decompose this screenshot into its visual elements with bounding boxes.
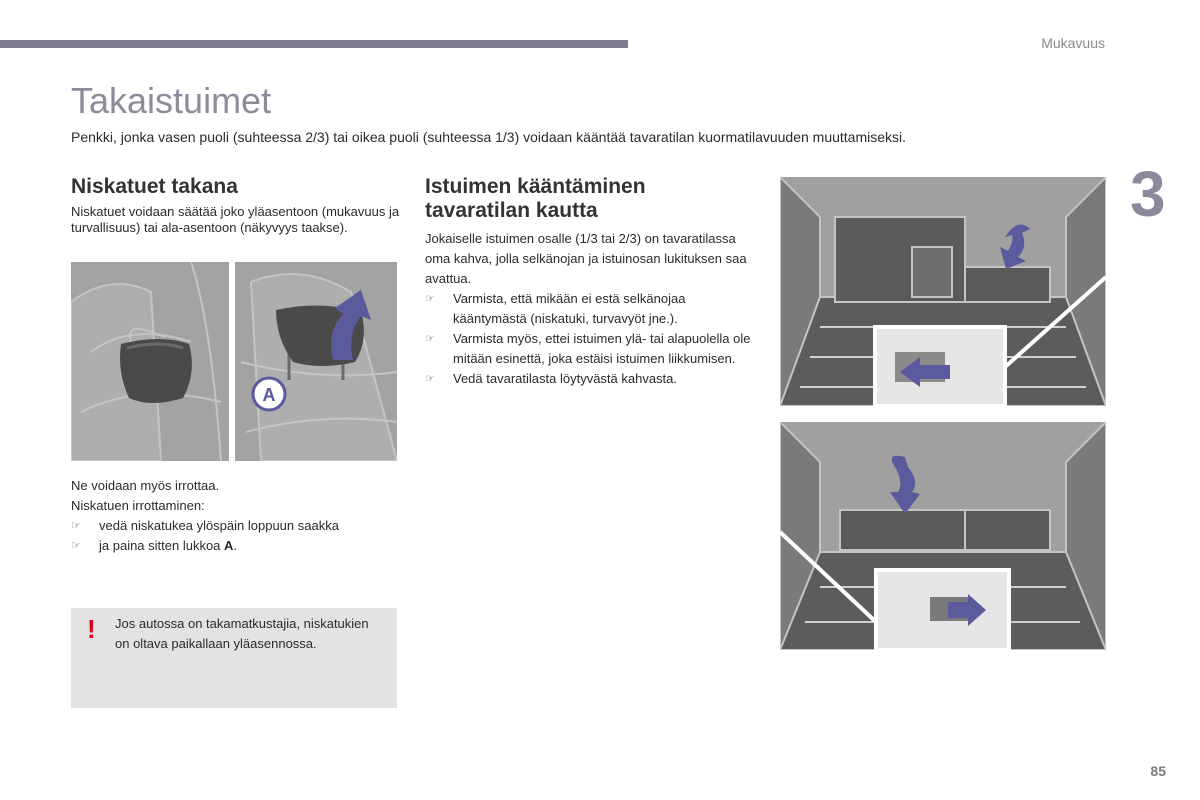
- removal-bullet-text: vedä niskatukea ylöspäin loppuun saakka: [99, 518, 339, 533]
- intro-text: Penkki, jonka vasen puoli (suhteessa 2/3) tai oikea puoli (suhteessa 1/3) voidaan kääntää tavaratilan kuormatilavuuden muuttamiseksi.: [71, 129, 907, 145]
- headrest-svg: [71, 262, 397, 461]
- hand-pointer-icon: ☞: [425, 333, 435, 345]
- warning-box: [71, 608, 397, 708]
- seat-folding-heading: [425, 175, 760, 223]
- seat-folding-bullet-text: Vedä tavaratilasta löytyvästä kahvasta.: [453, 371, 678, 386]
- seat-folding-section: [425, 175, 760, 389]
- warning-icon: !: [87, 614, 96, 644]
- page-title: Takaistuimet: [71, 80, 272, 121]
- headrests-heading: Niskatuet takana: [71, 175, 238, 198]
- heading-line-1: Istuimen kääntäminen: [425, 175, 646, 198]
- removal-bullet-text: [99, 536, 237, 556]
- heading-line-2: tavaratilan kautta: [425, 199, 598, 222]
- trunk-upright-svg: [780, 177, 1106, 406]
- headrests-paragraph: Niskatuet voidaan säätää joko yläasentoon (mukavuus ja turvallisuus) tai ala-asentoon (näkyvyys taakse).: [71, 204, 400, 235]
- page-number: 85: [1150, 763, 1166, 779]
- hand-pointer-icon: ☞: [425, 293, 435, 305]
- headrest-lock-label: A: [262, 385, 276, 405]
- removal-line-2: Niskatuen irrottaminen:: [71, 498, 205, 513]
- section-name: Mukavuus: [1041, 35, 1105, 51]
- top-accent-bar: [0, 40, 628, 48]
- headrest-illustration: [71, 262, 397, 461]
- seat-folding-bullet-text: Varmista myös, ettei istuimen ylä- tai alapuolella ole mitään esinettä, joka estäisi istuimen liikkumisen.: [453, 331, 751, 366]
- removal-bullet: [71, 516, 401, 536]
- seat-folding-bullet: [425, 329, 760, 369]
- headrest-removal: [71, 476, 401, 556]
- hand-pointer-icon: ☞: [71, 520, 81, 532]
- seat-folding-bullet: [425, 369, 760, 389]
- removal-bullet-part: ja paina sitten lukkoa: [99, 538, 221, 553]
- hand-pointer-icon: ☞: [425, 373, 435, 385]
- trunk-illustration-folded: [780, 422, 1106, 650]
- trunk-folded-svg: [780, 422, 1106, 650]
- trunk-illustration-upright: [780, 177, 1106, 406]
- removal-bullet-end: .: [233, 538, 238, 553]
- lock-letter: A: [224, 538, 234, 553]
- seat-folding-paragraph: Jokaiselle istuimen osalle (1/3 tai 2/3) on tavaratilassa oma kahva, jolla selkänojan ja istuinosan lukituksen saa avattua.: [425, 231, 747, 286]
- removal-bullet: [71, 536, 401, 556]
- chapter-number: 3: [1130, 158, 1166, 230]
- removal-line-1: Ne voidaan myös irrottaa.: [71, 478, 220, 493]
- hand-pointer-icon: ☞: [71, 540, 81, 552]
- warning-text: Jos autossa on takamatkustajia, niskatukien on oltava paikallaan yläasennossa.: [115, 616, 369, 651]
- headrests-section: [71, 175, 401, 236]
- seat-folding-bullet-text: Varmista, että mikään ei estä selkänojaa kääntymästä (niskatuki, turvavyöt jne.).: [453, 291, 686, 326]
- seat-folding-bullet: [425, 289, 760, 329]
